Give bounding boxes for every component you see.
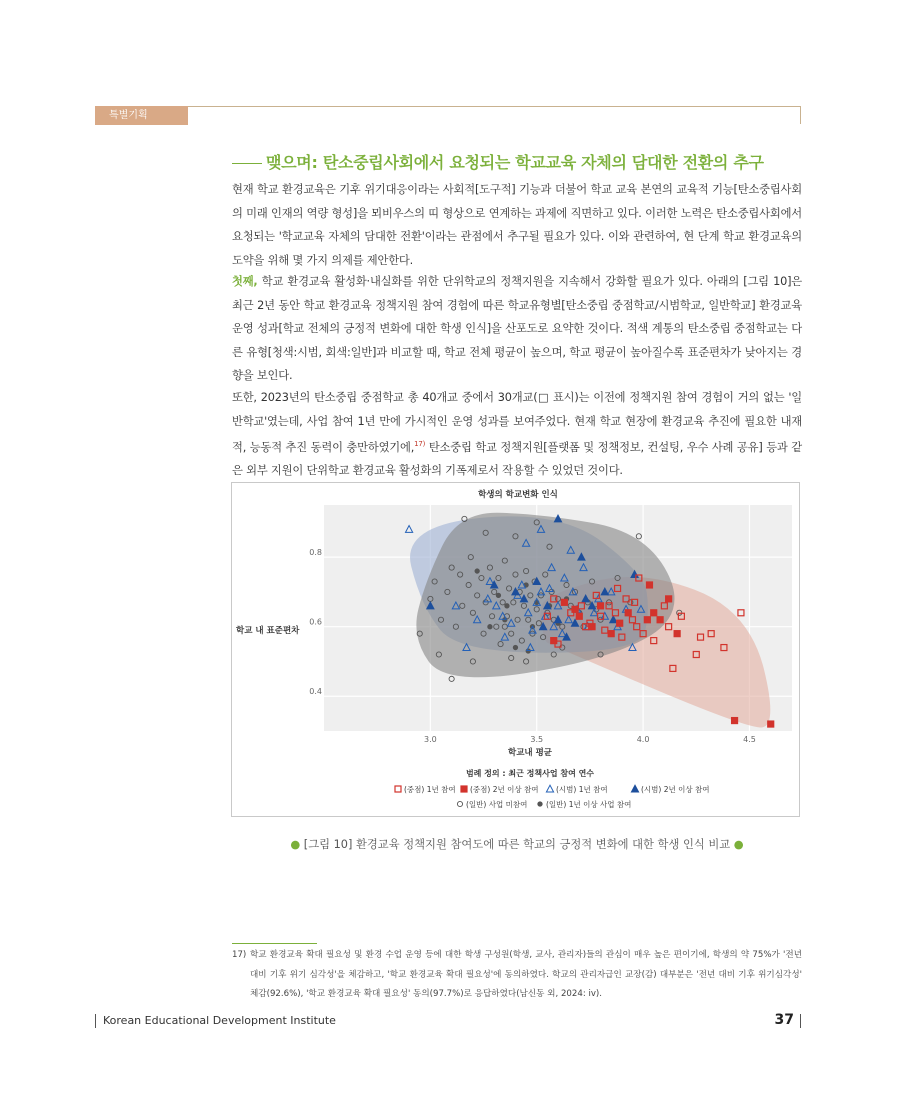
section-title bbox=[232, 150, 802, 173]
figure-caption-text: [그림 10] 환경교육 정책지원 참여도에 따른 학교의 긍정적 변화에 대한 학생 인식 비교 bbox=[303, 838, 731, 851]
figure-chart bbox=[231, 482, 800, 817]
legend-marker bbox=[538, 802, 542, 806]
paragraph-3-text-a: 또한, 2023년의 탄소중립 중점학교 총 40개교 중에서 30개교(□ 표시)는 이전에 정책지원 참여 경험이 거의 없는 '일반학교'였는데, 사업 참여 1년 만에 가시적인 운영 성과를 보여주었다. 현재 학교 현장에 환경교육 추진에 필요한 내재적, 능동적 추진 동력이 충만하였기에, bbox=[232, 391, 802, 454]
footnote-text: 학교 환경교육 확대 필요성 및 환경 수업 운영 등에 대한 학생 구성원(학생, 교사, 관리자)들의 관심이 매우 높은 편이기에, 학생의 약 75%가 '전년 대비 기후 위기 심각성'을 체감하고, '학교 환경교육 확대 필요성'에 동의하였다. 학교의 관리자급인 교장(감) 대부분은 '전년 대비 기후 위기심각성' 체감(92.6%), '학교 환경교육 확대 필요성' 동의(97.7%)로 응답하였다(남신동 외, 2024: iv). bbox=[250, 950, 802, 999]
caption-bullet-right: ● bbox=[733, 838, 744, 851]
data-point bbox=[496, 593, 500, 597]
x-tick-label: 4.0 bbox=[636, 735, 650, 744]
data-point bbox=[576, 613, 582, 619]
legend-label: (중점) 2년 이상 참여 bbox=[470, 785, 539, 794]
legend-marker bbox=[461, 786, 467, 792]
paragraph-3-text-b: 탄소중립 학교 정책지원[플랫폼 및 정책정보, 컨설팅, 우수 사례 공유] 등과 같은 외부 지원이 단위학교 환경교육 활성화의 기폭제로서 작용할 수 있었던 것이다. bbox=[232, 440, 803, 478]
data-point bbox=[666, 596, 672, 602]
data-point bbox=[646, 582, 652, 588]
data-point bbox=[551, 638, 557, 644]
x-tick-label: 3.5 bbox=[530, 735, 544, 744]
paragraph-2-lead: 첫째, bbox=[232, 275, 258, 288]
legend-label: (시범) 1년 참여 bbox=[556, 785, 608, 794]
paragraph-2-text: 학교 환경교육 활성화·내실화를 위한 단위학교의 정책지원을 지속해서 강화할 필요가 있다. 아래의 [그림 10]은 최근 2년 동안 학교 환경교육 정책지원 참여 경험에 따른 학교유형별[탄소중립 중점학교/시범학교, 일반학교] 환경교육 운영 성과[학교 전체의 긍정적 변화에 대한 학생 인식]을 산포도로 요약한 것이다. 적색 계통의 탄소중립 중점학교는 다른 유형[청색:시범, 회색:일반]과 비교할 때, 학교 전체 평균이 높으며, 학교 평균이 높아질수록 표준편차가 낮아지는 경향을 보인다. bbox=[232, 275, 802, 382]
footnote bbox=[232, 946, 802, 1005]
y-axis-label: 학교 내 표준편차 bbox=[236, 626, 300, 636]
legend-entry bbox=[538, 799, 632, 809]
data-point bbox=[732, 718, 738, 724]
header-rule-end bbox=[800, 106, 801, 124]
data-point bbox=[657, 617, 663, 623]
figure-caption bbox=[232, 836, 802, 852]
y-tick-label: 0.6 bbox=[309, 617, 322, 627]
data-point bbox=[572, 606, 578, 612]
data-point bbox=[768, 721, 774, 727]
data-point bbox=[488, 624, 492, 628]
legend-entry bbox=[395, 784, 456, 794]
data-point bbox=[589, 624, 595, 630]
legend-label: (일반) 1년 이상 사업 참여 bbox=[546, 800, 632, 809]
data-point bbox=[644, 617, 650, 623]
x-axis-label: 학교내 평균 bbox=[507, 748, 553, 758]
section-tab: 특별기획 bbox=[95, 106, 188, 125]
legend-marker bbox=[457, 801, 462, 806]
legend-marker bbox=[631, 785, 638, 792]
data-point bbox=[598, 603, 604, 609]
legend-marker bbox=[546, 785, 553, 792]
data-point bbox=[608, 631, 614, 637]
scatter-chart bbox=[232, 483, 799, 816]
data-point bbox=[505, 604, 509, 608]
footer-rule-right bbox=[800, 1014, 801, 1028]
page-number: 37 bbox=[774, 1012, 794, 1028]
legend-entry bbox=[461, 784, 539, 794]
footnote-rule bbox=[232, 943, 317, 944]
legend-entry bbox=[546, 784, 607, 794]
legend-entry bbox=[457, 799, 527, 809]
chart-title: 학생의 학교변화 인식 bbox=[478, 490, 558, 500]
paragraph-2 bbox=[232, 270, 802, 388]
x-tick-label: 3.0 bbox=[423, 735, 437, 744]
data-point bbox=[651, 610, 657, 616]
data-point bbox=[674, 631, 680, 637]
legend-entry bbox=[631, 784, 709, 794]
legend-label: (시범) 2년 이상 참여 bbox=[641, 785, 710, 794]
section-title-text: 맺으며: 탄소중립사회에서 요청되는 학교교육 자체의 담대한 전환의 추구 bbox=[266, 153, 764, 172]
y-tick-label: 0.4 bbox=[309, 687, 322, 697]
paragraph-3 bbox=[232, 386, 802, 483]
footer-org: Korean Educational Development Institute bbox=[103, 1014, 336, 1027]
legend-label: (일반) 사업 미참여 bbox=[466, 800, 528, 809]
footnote-number: 17) bbox=[232, 950, 247, 960]
y-tick-label: 0.8 bbox=[309, 548, 322, 558]
data-point bbox=[561, 599, 567, 605]
data-point bbox=[513, 645, 517, 649]
paragraph-1: 현재 학교 환경교육은 기후 위기대응이라는 사회적[도구적] 기능과 더불어 학교 교육 본연의 교육적 기능[탄소중립사회의 미래 인재의 역량 형성]을 뫼비우스의 띠 형상으로 연계하는 과제에 직면하고 있다. 이러한 노력은 탄소중립사회에서 요청되는 '학교교육 자체의 담대한 전환'이라는 관점에서 추구될 필요가 있다. 이와 관련하여, 현 단계 학교 환경교육의 도약을 위해 몇 가지 의제를 제안한다. bbox=[232, 183, 802, 267]
data-point bbox=[617, 620, 623, 626]
footnote-ref[interactable]: 17) bbox=[414, 440, 426, 448]
legend-title: 범례 정의 : 최근 정책사업 참여 연수 bbox=[465, 769, 595, 778]
caption-bullet-left: ● bbox=[290, 838, 301, 851]
footer-rule-left bbox=[95, 1014, 96, 1028]
data-point bbox=[625, 610, 631, 616]
data-point bbox=[475, 569, 479, 573]
title-dash bbox=[232, 163, 262, 164]
x-tick-label: 4.5 bbox=[743, 735, 756, 744]
legend-label: (중점) 1년 참여 bbox=[404, 785, 456, 794]
header-rule bbox=[188, 106, 800, 107]
legend-marker bbox=[395, 786, 401, 792]
